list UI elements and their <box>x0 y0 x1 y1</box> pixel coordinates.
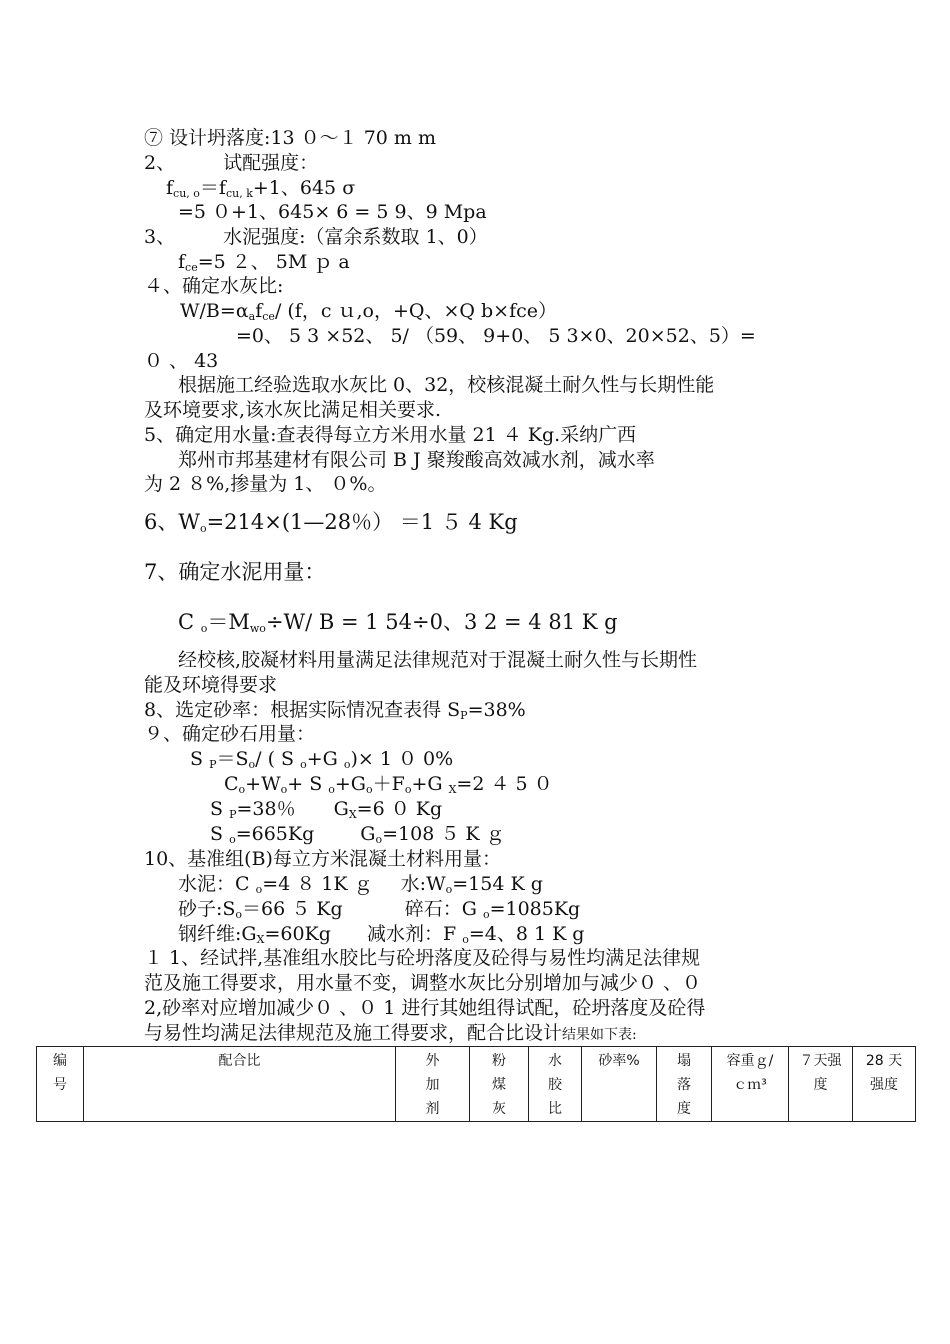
para-trial-1: １ 1、经试拌,基准组水胶比与砼坍落度及砼得与易性均满足法律规 <box>144 947 701 969</box>
line-water-result: 6、$W_o=214\times(1—28$％） ＝1 ５ 4 Kg <box>144 510 518 535</box>
mix-design-table <box>36 1046 916 1122</box>
line-cement-heading: 7、确定水泥用量： <box>144 560 326 584</box>
line-base-fiber-admixture: 钢纤维$:G_X=60Kg$ 减水剂：F $_o$=4、8 1 K g <box>178 923 585 946</box>
line-base-group-heading: 10、基准组(B)每立方米混凝土材料用量： <box>144 848 501 870</box>
header-number: 编 号 <box>37 1047 84 1122</box>
header-mix-ratio: 配合比 <box>84 1047 396 1122</box>
line-wb-formula: $W/B=\alpha_af_{ce}/$ (f，c ｕ,o，+Q、×Q b×fce） <box>180 300 558 323</box>
line-aggregate-values-1: S $_P$=38％ $G_X=6$ ０ Kg <box>210 798 443 821</box>
line-aggregate-formula-1: S $_P=S_o/$ ( S $_o$+G $_o$)× 1 ０ 0% <box>190 748 454 771</box>
header-fly-ash: 粉 煤 灰 <box>470 1047 529 1122</box>
para-water-3: 为 2 ８%,掺量为 1、 ０%。 <box>144 473 387 495</box>
para-wb-check-1: 根据施工经验选取水灰比 0、32，校核混凝土耐久性与长期性能 <box>178 374 715 396</box>
header-density: 容重ｇ/ ｃｍ³ <box>712 1047 789 1122</box>
para-wb-check-2: 及环境要求,该水灰比满足相关要求. <box>144 399 442 421</box>
item-title: 水泥强度:（富余系数取 1、0） <box>223 226 488 248</box>
para-trial-2: 范及施工得要求，用水量不变，调整水灰比分别增加与减少０ 、０ <box>144 972 702 994</box>
para-trial-3: 2,砂率对应增加减少０ 、０ 1 进行其她组得试配，砼坍落度及砼得 <box>144 997 706 1019</box>
item-title: 试配强度： <box>223 152 319 174</box>
line-base-cement-water: 水泥：C $_o$=4 ８ 1K ｇ 水$:W_o=154$ K g <box>178 873 543 896</box>
item-number: 2、 <box>144 152 176 174</box>
line-sand-ratio: 8、选定砂率：根据实际情况查表得 $S_P=38\%$ <box>144 699 526 722</box>
line-slump: ⑦ 设计坍落度:13 ０～１ 70 m m <box>144 127 436 149</box>
para-water-1: 5、确定用水量:查表得每立方米用水量 21 ４ Kg.采纳广西 <box>144 424 637 446</box>
item-number: 3、 <box>144 226 176 248</box>
line-aggregate-values-2: S $_o$=665Kg $G_o=108$ ５ K ｇ <box>210 823 505 846</box>
line-strength-formula: $f_{cu, o}=f_{cu, k}+1$、645 σ <box>166 177 356 200</box>
header-water-binder: 水 胶 比 <box>529 1047 582 1122</box>
header-28day-strength: 28 天 强度 <box>853 1047 916 1122</box>
line-cement-strength-heading <box>144 225 488 249</box>
para-trial-4: 与易性均满足法律规范及施工得要求，配合比设计结果如下表: <box>144 1022 637 1044</box>
header-7day-strength: ７天强 度 <box>789 1047 853 1122</box>
line-aggregate-heading: ９、确定砂石用量： <box>144 723 316 745</box>
table-header-row <box>37 1047 916 1122</box>
line-cement-result: C $_o=M_{wo}\div W/$ B = 1 54÷0、3 2 = 4 81 K g <box>178 610 618 635</box>
para-binder-check-1: 经校核,胶凝材料用量满足法律规范对于混凝土耐久性与长期性 <box>178 649 698 671</box>
para-water-2: 郑州市邦基建材有限公司 B J 聚羧酸高效减水剂，减水率 <box>178 449 655 471</box>
line-base-sand-gravel: 砂子$:S_o=66$ ５ Kg 碎石：G $_o$=1085Kg <box>178 898 581 921</box>
para-binder-check-2: 能及环境得要求 <box>144 674 278 696</box>
line-strength-result: =5 ０+1、645× 6 = 5 9、9 Mpa <box>178 201 487 223</box>
line-wb-calc: =0、 5 3 ×52、 5/ （59、 9+0、 5 3×0、20×52、5）= <box>236 325 756 347</box>
header-sand-ratio: 砂率% <box>582 1047 657 1122</box>
line-trial-strength-heading <box>144 151 318 175</box>
line-wb-heading: ４、确定水灰比: <box>144 275 284 297</box>
line-aggregate-formula-2: $C_o+W_o+ S$ $_o+G_o+F_o+G$ $_X$=2 ４ 5 ０ <box>224 773 553 796</box>
line-wb-result: ０ 、 43 <box>144 350 219 372</box>
line-fce-value: $f_{ce}=5$ ２、 5M ｐ a <box>178 251 350 274</box>
header-admixture: 外 加 剂 <box>396 1047 470 1122</box>
header-slump: 塌 落 度 <box>657 1047 712 1122</box>
